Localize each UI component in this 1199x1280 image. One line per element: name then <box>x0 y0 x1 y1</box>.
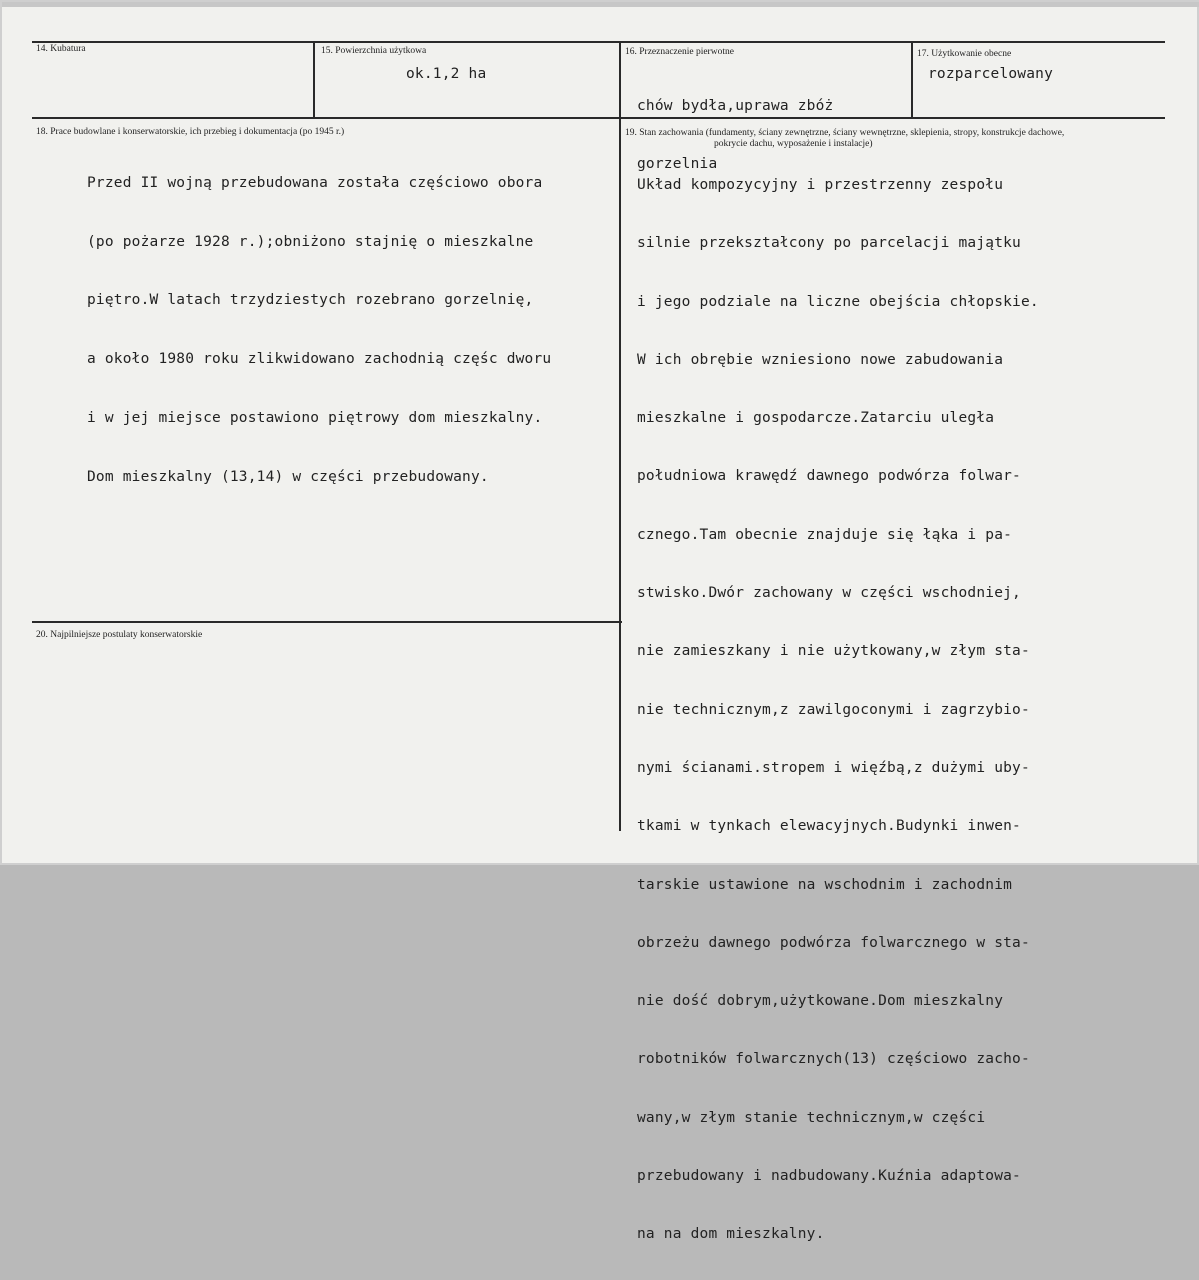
field-19-line: nie zamieszkany i nie użytkowany,w złym sta- <box>637 643 1030 660</box>
field-19-line: Układ kompozycyjny i przestrzenny zespołu <box>637 177 1004 193</box>
field-19-line: W ich obrębie wzniesiono nowe zabudowania <box>637 351 1004 368</box>
field-18-line: (po pożarze 1928 r.);obniżono stajnię o mieszkalne <box>87 233 534 250</box>
field-19-line: przebudowany i nadbudowany.Kuźnia adaptowa- <box>637 1168 1021 1185</box>
field-16-line: gorzelnia <box>637 156 718 173</box>
field-19-line: i jego podziale na liczne obejścia chłopskie. <box>637 293 1039 310</box>
field-19-line: na na dom mieszkalny. <box>637 1226 825 1243</box>
field-19-text <box>637 140 1039 1280</box>
field-19-line: nie technicznym,z zawilgoconymi i zagrzybio- <box>637 701 1030 718</box>
field-15-value: ok.1,2 ha <box>406 66 487 82</box>
field-18-line: a około 1980 roku zlikwidowano zachodnią częśc dworu <box>87 351 552 368</box>
field-19-line: mieszkalne i gospodarcze.Zatarciu uległa <box>637 410 995 427</box>
field-14-label: 14. Kubatura <box>36 44 86 54</box>
field-18-label: 18. Prace budowlane i konserwatorskie, ich przebieg i dokumentacja (po 1945 r.) <box>36 127 345 137</box>
grid-line-v3 <box>911 41 913 119</box>
field-18-text <box>87 138 551 522</box>
field-16-label: 16. Przeznaczenie pierwotne <box>625 47 734 57</box>
scan-top-edge <box>2 2 1199 7</box>
field-17-value: rozparcelowany <box>928 66 1054 82</box>
field-19-line: robotników folwarcznych(13) częściowo zacho- <box>637 1051 1030 1068</box>
field-19-line: wany,w złym stanie technicznym,w części <box>637 1109 986 1126</box>
field-16-line: chów bydła,uprawa zbóż <box>637 98 834 114</box>
field-18-line: i w jej miejsce postawiono piętrowy dom mieszkalny. <box>87 409 543 426</box>
field-20-label: 20. Najpilniejsze postulaty konserwatorskie <box>36 630 203 640</box>
field-19-line: silnie przekształcony po parcelacji majątku <box>637 235 1021 252</box>
grid-line-v2 <box>619 41 621 831</box>
grid-line-v1 <box>313 41 315 119</box>
field-19-line: południowa krawędź dawnego podwórza folwar- <box>637 468 1021 485</box>
field-15-label: 15. Powierzchnia użytkowa <box>321 46 427 56</box>
field-19-line: nie dość dobrym,użytkowane.Dom mieszkalny <box>637 993 1004 1010</box>
grid-line-section-20 <box>32 621 622 623</box>
field-19-line: stwisko.Dwór zachowany w części wschodniej, <box>637 585 1021 602</box>
field-19-line: nymi ścianami.stropem i więźbą,z dużymi uby- <box>637 759 1030 776</box>
field-19-line: tarskie ustawione na wschodnim i zachodnim <box>637 876 1013 893</box>
field-17-label: 17. Użytkowanie obecne <box>917 49 1012 59</box>
field-18-line: Dom mieszkalny (13,14) w części przebudowany. <box>87 468 489 485</box>
field-19-line: obrzeżu dawnego podwórza folwarcznego w sta- <box>637 934 1030 951</box>
grid-line-top <box>32 41 1165 43</box>
field-19-label: 19. Stan zachowania (fundamenty, ściany zewnętrzne, ściany wewnętrzne, sklepienia, stropy, konstrukcje dachowe, <box>625 128 1065 138</box>
grid-line-middle <box>32 117 1165 119</box>
field-19-label-continued: pokrycie dachu, wyposażenie i instalacje) <box>714 139 873 149</box>
field-19-line: cznego.Tam obecnie znajduje się łąka i pa- <box>637 526 1013 543</box>
field-18-line: Przed II wojną przebudowana została częściowo obora <box>87 175 543 191</box>
field-18-line: piętro.W latach trzydziestych rozebrano gorzelnię, <box>87 292 534 309</box>
field-19-line: tkami w tynkach elewacyjnych.Budynki inwen- <box>637 818 1021 835</box>
